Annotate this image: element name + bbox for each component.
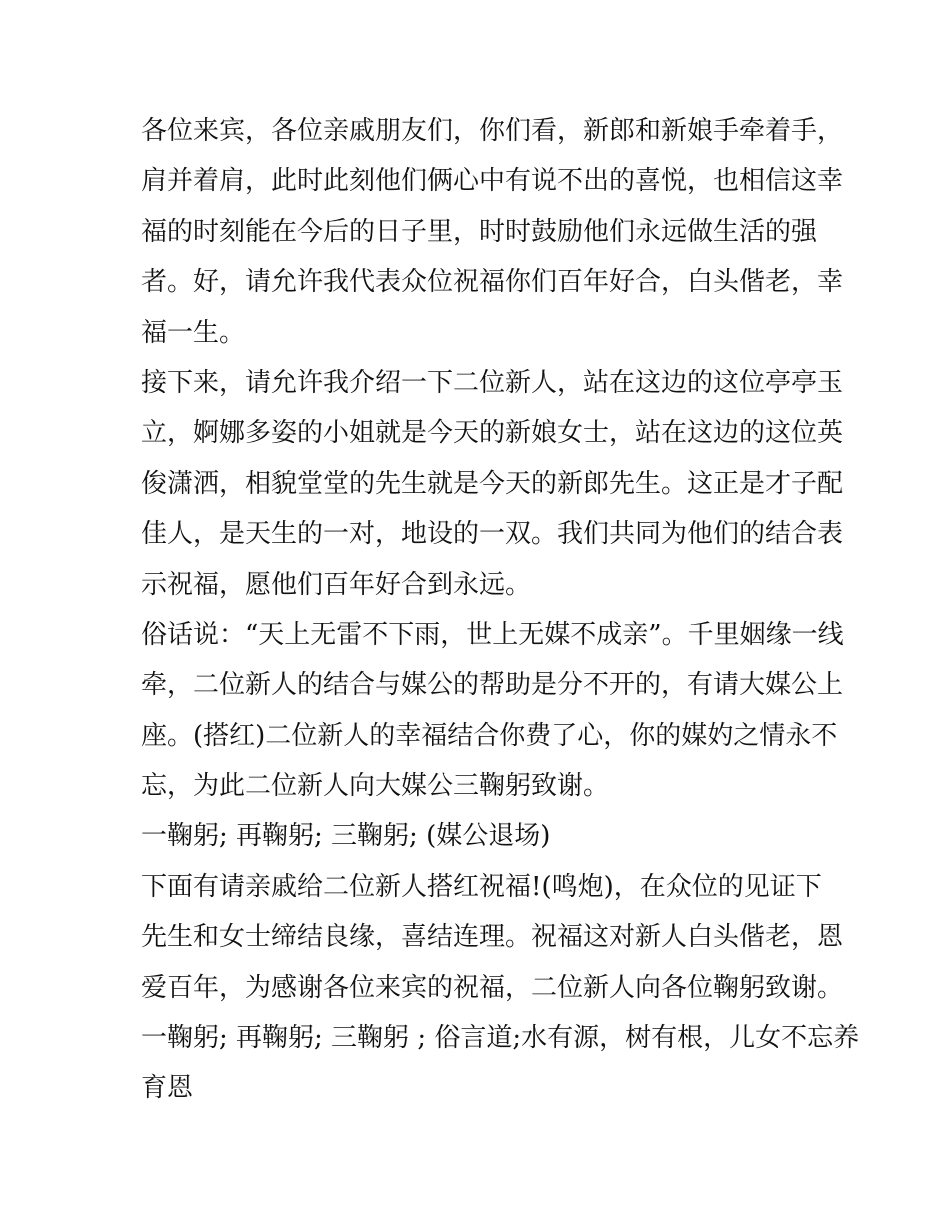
text-line: 一鞠躬; 再鞠躬; 三鞠躬; (媒公退场) bbox=[141, 821, 551, 852]
text-line: 俗话说：“天上无雷不下雨，世上无媒不成亲”。千里姻缘一线 bbox=[141, 619, 844, 650]
text-line: 忘，为此二位新人向大媒公三鞠躬致谢。 bbox=[141, 771, 610, 802]
text-line: 立，婀娜多姿的小姐就是今天的新娘女士，站在这边的这位英 bbox=[141, 418, 844, 449]
text-line: 佳人，是天生的一对，地设的一双。我们共同为他们的结合表 bbox=[141, 519, 844, 550]
text-line: 育恩 bbox=[141, 1073, 194, 1104]
text-line: 福一生。 bbox=[141, 317, 246, 348]
text-line: 福的时刻能在今后的日子里，时时鼓励他们永远做生活的强 bbox=[141, 216, 818, 247]
text-line: 肩并着肩，此时此刻他们俩心中有说不出的喜悦，也相信这幸 bbox=[141, 166, 844, 197]
text-line: 俊潇洒，相貌堂堂的先生就是今天的新郎先生。这正是才子配 bbox=[141, 468, 844, 499]
text-line: 者。好，请允许我代表众位祝福你们百年好合，白头偕老，幸 bbox=[141, 267, 844, 298]
text-line: 爱百年，为感谢各位来宾的祝福，二位新人向各位鞠躬致谢。 bbox=[141, 972, 844, 1003]
text-line: 示祝福，愿他们百年好合到永远。 bbox=[141, 569, 532, 600]
text-line: 接下来，请允许我介绍一下二位新人，站在这边的这位亭亭玉 bbox=[141, 367, 844, 398]
text-line: 座。(搭红)二位新人的幸福结合你费了心，你的媒妁之情永不 bbox=[141, 720, 838, 751]
text-line: 下面有请亲戚给二位新人搭红祝福!(鸣炮)，在众位的见证下 bbox=[141, 871, 822, 902]
text-line: 先生和女士缔结良缘，喜结连理。祝福这对新人白头偕老，恩 bbox=[141, 922, 844, 953]
document-body bbox=[141, 106, 860, 1114]
text-line: 牵，二位新人的结合与媒公的帮助是分不开的，有请大媒公上 bbox=[141, 670, 844, 701]
text-line: 一鞠躬; 再鞠躬; 三鞠躬 ; 俗言道;水有源，树有根，儿女不忘养 bbox=[141, 1023, 860, 1054]
text-line: 各位来宾，各位亲戚朋友们，你们看，新郎和新娘手牵着手， bbox=[141, 116, 844, 146]
